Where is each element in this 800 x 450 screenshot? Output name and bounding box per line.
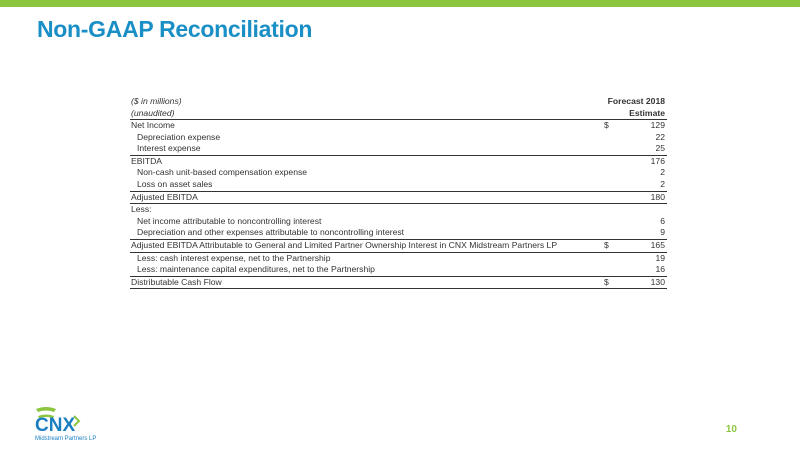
row-label: Less: maintenance capital expenditures, net to the Partnership	[137, 264, 375, 275]
page-title: Non-GAAP Reconciliation	[37, 16, 313, 42]
table-row	[130, 277, 667, 290]
table-row	[130, 204, 667, 216]
header-units: ($ in millions)	[131, 96, 182, 106]
row-label: Loss on asset sales	[137, 178, 213, 189]
table-header	[130, 94, 667, 120]
row-label: Net income attributable to noncontrolling interest	[137, 215, 322, 226]
table-row	[130, 264, 667, 277]
row-label: Adjusted EBITDA	[131, 191, 198, 202]
row-label: Depreciation expense	[137, 131, 221, 142]
row-value: 25	[655, 143, 665, 154]
header-unaudited: (unaudited)	[131, 107, 175, 118]
row-label: Depreciation and other expenses attributable to noncontrolling interest	[137, 227, 405, 238]
table-row	[130, 240, 667, 253]
table-row	[130, 167, 667, 179]
row-value: 6	[660, 215, 665, 226]
logo-wordmark: CNX	[35, 415, 76, 436]
table-row	[130, 143, 667, 156]
row-value: 180	[650, 191, 665, 202]
page-number: 10	[725, 424, 737, 435]
row-label: Interest expense	[137, 143, 201, 154]
logo-tagline: Midstream Partners LP	[35, 436, 97, 442]
row-label: Distributable Cash Flow	[131, 276, 222, 287]
row-value: 130	[650, 276, 665, 287]
row-value: 22	[655, 131, 665, 142]
row-currency: $	[604, 120, 609, 130]
row-currency: $	[604, 239, 609, 250]
row-value: 2	[660, 167, 665, 178]
table-row	[130, 216, 667, 228]
table-row	[130, 192, 667, 205]
row-label: Less: cash interest expense, net to the Partnership	[137, 252, 331, 263]
row-value: 2	[660, 178, 665, 189]
header-estimate: Estimate	[629, 107, 665, 118]
row-value: 165	[650, 239, 665, 250]
cnx-logo-icon	[32, 404, 112, 444]
row-label: Net Income	[131, 120, 175, 130]
table-row	[130, 132, 667, 144]
row-currency: $	[604, 276, 609, 287]
table-row	[130, 253, 667, 265]
table-row	[130, 227, 667, 240]
row-label: Non-cash unit-based compensation expense	[137, 167, 308, 178]
table-row	[130, 156, 667, 168]
row-value: 19	[655, 252, 665, 263]
row-label: Adjusted EBITDA Attributable to General and Limited Partner Ownership Interest in CNX Midstream Partners LP	[131, 239, 558, 250]
row-label: Less:	[131, 204, 152, 215]
row-value: 129	[650, 120, 665, 130]
reconciliation-table	[130, 94, 667, 289]
header-forecast: Forecast 2018	[607, 96, 665, 106]
row-value: 16	[655, 264, 665, 275]
row-value: 176	[650, 155, 665, 166]
top-accent-bar	[0, 0, 800, 7]
row-label: EBITDA	[131, 155, 163, 166]
table-row	[130, 179, 667, 192]
table-row	[130, 120, 667, 132]
row-value: 9	[660, 227, 665, 238]
